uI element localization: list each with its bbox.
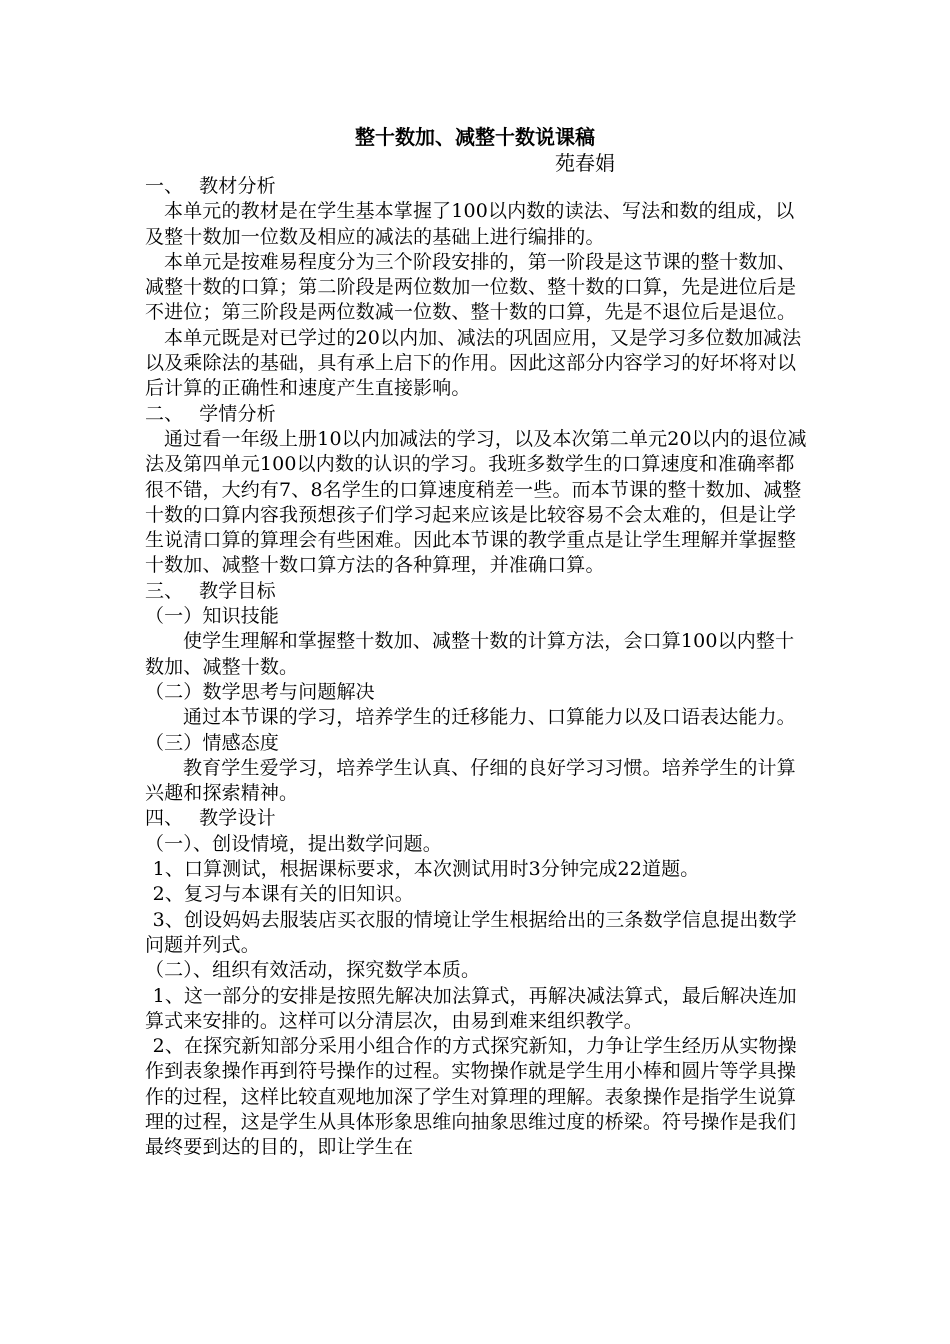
subheading-emotional-attitude: （三）情感态度 — [145, 731, 280, 754]
paragraph: 通过本节课的学习，培养学生的迁移能力、口算能力以及口语表达能力。 — [183, 706, 796, 729]
document-title: 整十数加、减整十数说课稿 — [355, 125, 595, 149]
document-body — [145, 174, 810, 1161]
subheading-create-situation: （一）、创设情境，提出数学问题。 — [145, 832, 442, 855]
paragraph: 通过看一年级上册10以内加减法的学习，以及本次第二单元20以内的退位减法及第四单元100以内数的认识的学习。我班多数学生的口算速度和准确率都很不错，大约有7、8名学生的口算速度稍差一些。而本节课的整十数加、减整十数的口算内容我预想孩子们学习起来应该是比较容易不会太难的，但是让学生说清口算的算理会有些困难。因此本节课的教学重点是让学生理解并掌握整十数加、减整十数口算方法的各种算理，并准确口算。 — [145, 427, 807, 577]
paragraph: 本单元的教材是在学生基本掌握了100以内数的读法、写法和数的组成，以及整十数加一位数及相应的减法的基础上进行编排的。 — [145, 200, 795, 248]
list-item: 1、口算测试，根据课标要求，本次测试用时3分钟完成22道题。 — [152, 858, 700, 881]
subheading-math-thinking: （二）数学思考与问题解决 — [145, 680, 375, 703]
list-item: 2、复习与本课有关的旧知识。 — [152, 883, 414, 906]
list-item: 2、在探究新知部分采用小组合作的方式探究新知，力争让学生经历从实物操作到表象操作再到符号操作的过程。实物操作就是学生用小棒和圆片等学具操作的过程，这样比较直观地加深了学生对算理的理解。表象操作是指学生说算理的过程，这是学生从具体形象思维向抽象思维过度的桥梁。符号操作是我们最终要到达的目的，即让学生在 — [145, 1035, 797, 1159]
list-item: 1、这一部分的安排是按照先解决加法算式，再解决减法算式，最后解决连加算式来安排的。这样可以分清层次，由易到难来组织教学。 — [145, 984, 797, 1032]
section-heading-student-analysis: 二、 学情分析 — [145, 402, 276, 425]
subheading-knowledge-skills: （一）知识技能 — [145, 605, 280, 628]
section-heading-textbook-analysis: 一、 教材分析 — [145, 175, 276, 197]
subheading-organize-activities: （二）、组织有效活动，探究数学本质。 — [145, 959, 481, 982]
document-author: 苑春娟 — [555, 151, 615, 175]
paragraph: 本单元是按难易程度分为三个阶段安排的，第一阶段是这节课的整十数加、减整十数的口算；第二阶段是两位数加一位数、整十数的口算，先是进位后是不进位；第三阶段是两位数减一位数、整十数的口算，先是不退位后是退位。 — [145, 250, 797, 324]
section-heading-teaching-design: 四、 教学设计 — [145, 807, 276, 830]
section-heading-teaching-goals: 三、 教学目标 — [145, 579, 276, 602]
list-item: 3、创设妈妈去服装店买衣服的情境让学生根据给出的三条数学信息提出数学问题并列式。 — [145, 908, 797, 956]
paragraph: 使学生理解和掌握整十数加、减整十数的计算方法，会口算100以内整十数加、减整十数。 — [145, 630, 795, 678]
paragraph: 本单元既是对已学过的20以内加、减法的巩固应用，又是学习多位数加减法以及乘除法的基础，具有承上启下的作用。因此这部分内容学习的好坏将对以后计算的正确性和速度产生直接影响。 — [145, 326, 802, 400]
paragraph: 教育学生爱学习，培养学生认真、仔细的良好学习习惯。培养学生的计算兴趣和探索精神。 — [145, 756, 796, 805]
